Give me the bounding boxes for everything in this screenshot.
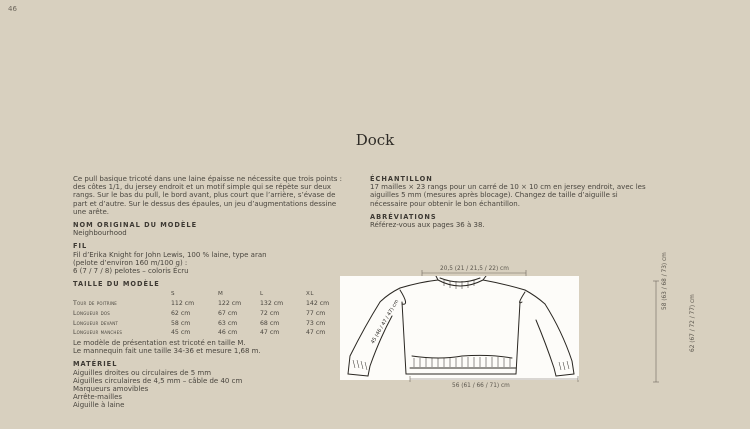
gauge-heading: ÉCHANTILLON — [370, 175, 433, 183]
cell: 47 cm — [260, 329, 280, 337]
cell: 72 cm — [260, 309, 280, 317]
sleeve-label: 45 (46 / 47 / 47) cm — [370, 298, 401, 345]
size-col: XL — [306, 291, 314, 298]
page-title: Dock — [355, 131, 395, 149]
cell: 112 cm — [171, 300, 195, 308]
page-number: 46 — [8, 5, 17, 13]
size-note-1: Le modèle de présentation est tricoté en taille M. — [73, 338, 246, 347]
row-label: Longueur dos — [73, 309, 110, 317]
side-length-1-label: 58 (63 / 68 / 73) cm — [662, 252, 668, 310]
original-name-heading: NOM ORIGINAL DU MODÈLE — [73, 221, 198, 230]
cell: 122 cm — [218, 300, 242, 308]
material-item: Aiguilles circulaires de 4,5 mm – câble de 40 cm — [73, 376, 243, 385]
cell: 73 cm — [306, 319, 326, 327]
row-label: Tour de poitrine — [73, 300, 118, 308]
neck-width-label: 20,5 (21 / 21,5 / 22) cm — [440, 266, 509, 272]
material-item: Aiguilles droites ou circulaires de 5 mm — [73, 368, 212, 377]
bottom-width-label: 56 (61 / 66 / 71) cm — [452, 383, 510, 389]
material-item: Marqueurs amovibles — [73, 384, 149, 393]
original-name-value: Neighbourhood — [73, 229, 127, 238]
material-item: Aiguille à laine — [73, 401, 125, 410]
cell: 62 cm — [171, 309, 191, 317]
intro-text: Ce pull basique tricoté dans une laine épaisse ne nécessite que trois points : des côtes 1/1, du jersey endroit et un motif simple qui se répète sur deux rangs. Sur le bas du pull, le bord avant, plus court que l’arrière, s’évase de part et d’autre. Sur le dessus des épaules, un jeu d’augmentations dessine une arête. — [73, 175, 342, 216]
cell: 58 cm — [171, 319, 191, 327]
material-item: Arrête-mailles — [73, 393, 123, 402]
yarn-line-2: (pelote d’environ 160 m/100 g) : — [73, 258, 188, 267]
material-heading: MATÉRIEL — [73, 360, 118, 369]
gauge-text: 17 mailles × 23 rangs pour un carré de 10 × 10 cm en jersey endroit, avec les aiguilles 5 mm (mesures après blocage). Changez de taille d’aiguille si nécessaire pour obtenir le bon échantillon. — [370, 183, 646, 208]
cell: 68 cm — [260, 319, 280, 327]
yarn-line-1: Fil d’Erika Knight for John Lewis, 100 % laine, type aran — [73, 250, 267, 259]
cell: 46 cm — [218, 329, 238, 337]
cell: 45 cm — [171, 329, 191, 337]
cell: 63 cm — [218, 319, 238, 327]
cell: 142 cm — [306, 300, 330, 308]
yarn-line-3: 6 (7 / 7 / 8) pelotes – coloris Écru — [73, 267, 189, 276]
size-col: L — [260, 291, 264, 298]
row-label: Longueur manches — [73, 329, 123, 337]
size-note-2: Le mannequin fait une taille 34-36 et mesure 1,68 m. — [73, 347, 261, 356]
size-col: S — [171, 291, 176, 298]
side-length-2-label: 62 (67 / 72 / 77) cm — [690, 294, 696, 352]
cell: 47 cm — [306, 329, 326, 337]
yarn-heading: FIL — [73, 242, 88, 251]
size-heading: TAILLE DU MODÈLE — [73, 280, 160, 289]
cell: 77 cm — [306, 309, 326, 317]
cell: 67 cm — [218, 309, 238, 317]
cell: 132 cm — [260, 300, 284, 308]
row-label: Longueur devant — [73, 319, 119, 327]
size-col: M — [218, 291, 224, 298]
abbreviations-heading: ABRÉVIATIONS — [370, 212, 437, 221]
abbreviations-text: Référez-vous aux pages 36 à 38. — [370, 221, 485, 230]
